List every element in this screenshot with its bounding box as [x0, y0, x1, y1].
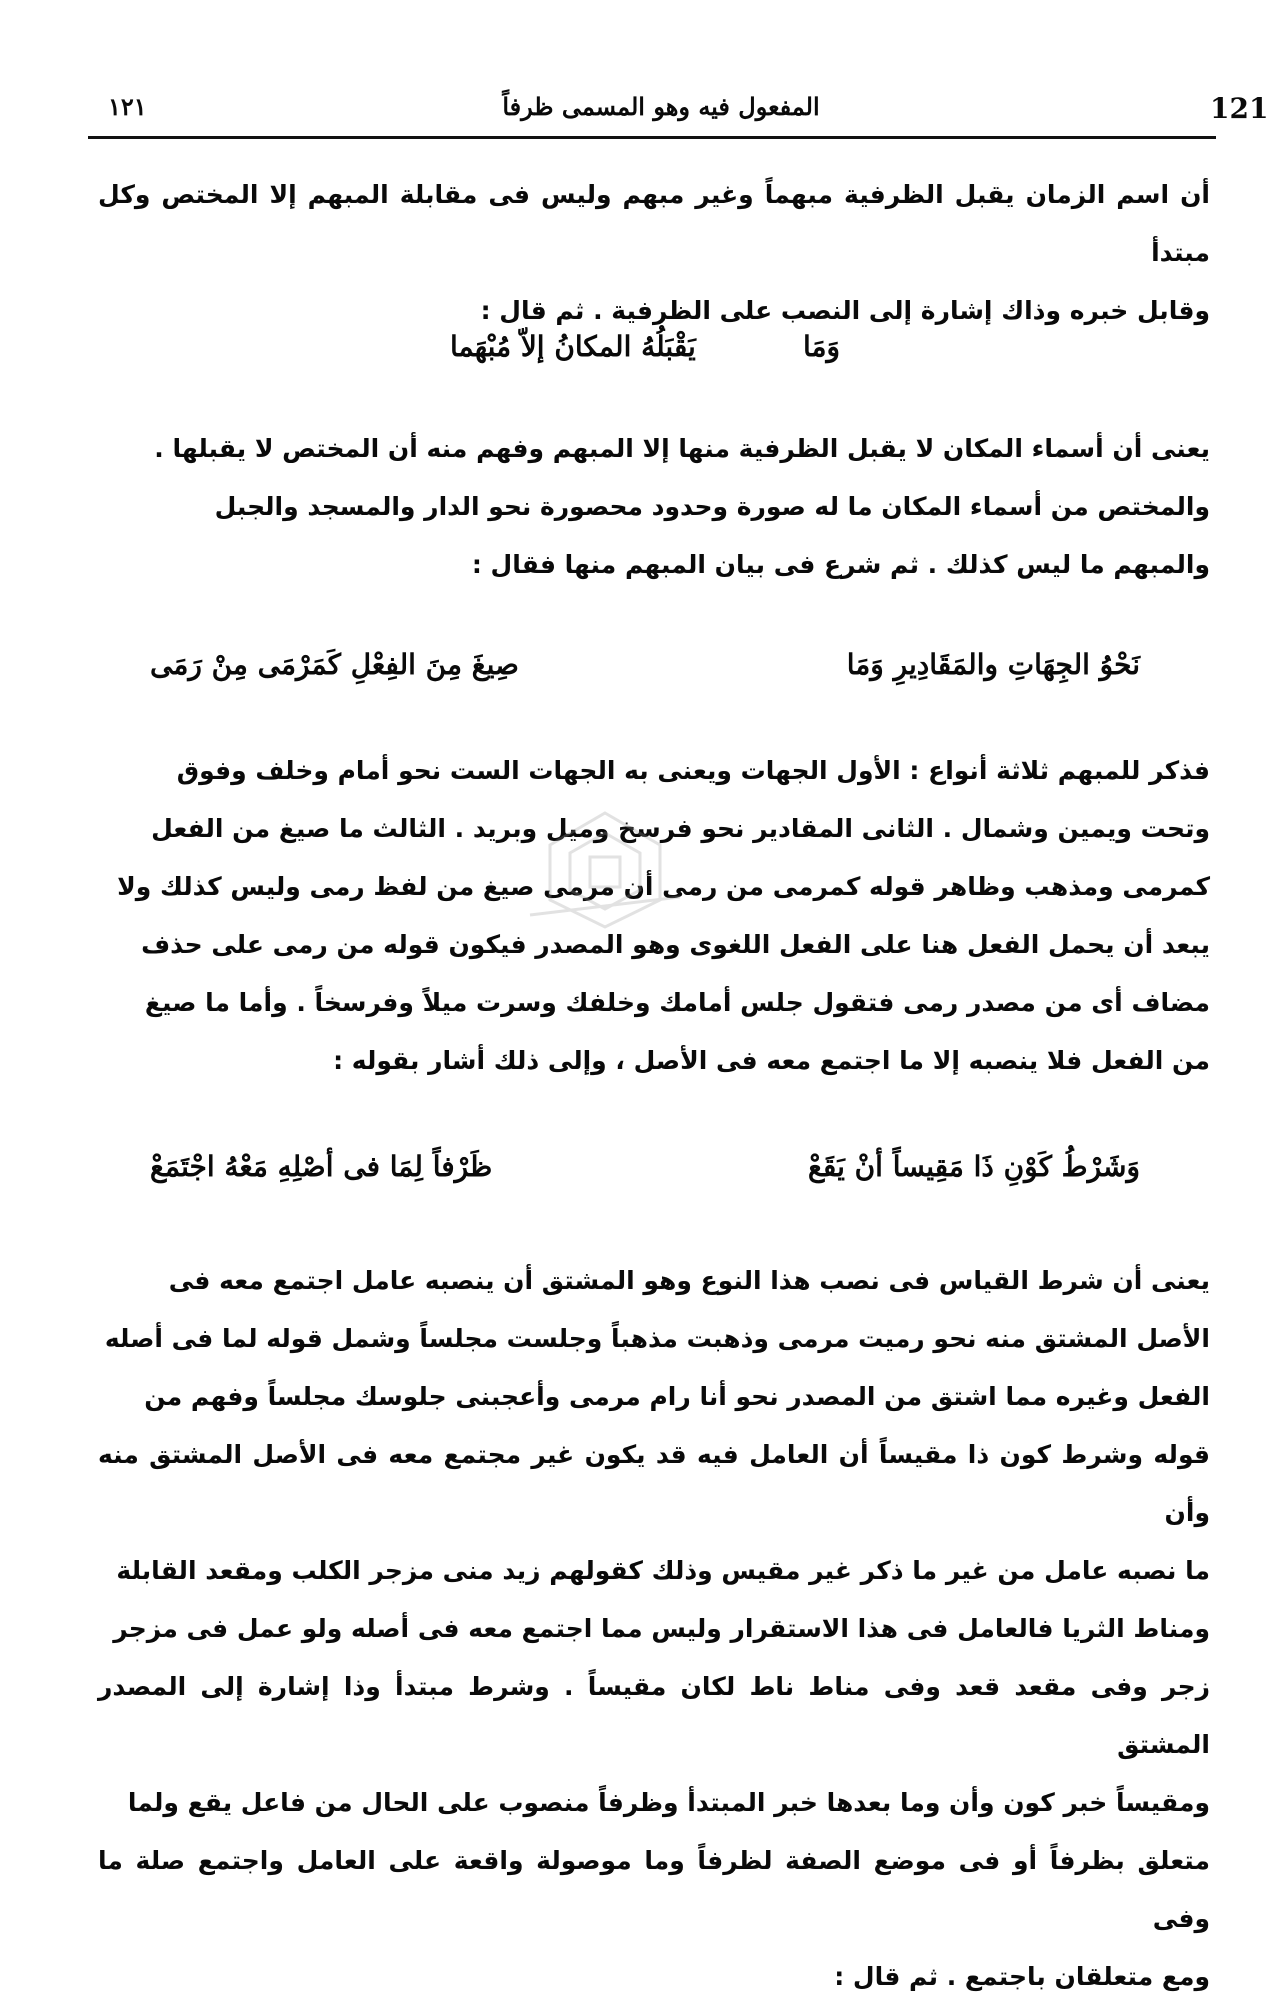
verse-second-hemistich: ظَرْفاً لِمَا فى أصْلِهِ مَعْهُ اجْتَمَعْ: [150, 1150, 493, 1183]
text-line: من الفعل فلا ينصبه إلا ما اجتمع معه فى الأصل ، وإلى ذلك أشار بقوله :: [333, 1046, 1210, 1075]
text-line: ومقيساً خبر كون وأن وما بعدها خبر المبتدأ وظرفاً منصوب على الحال من فاعل يقع ولما: [127, 1788, 1210, 1817]
text-line: الفعل وغيره مما اشتق من المصدر نحو أنا رام مرمى وأعجبنى جلوسك مجلساً وفهم من: [144, 1382, 1210, 1411]
verse-second-hemistich: صِيغَ مِنَ الفِعْلِ كَمَرْمَى مِنْ رَمَى: [150, 648, 519, 681]
verse-2: [150, 648, 1140, 708]
text-line: كمرمى ومذهب وظاهر قوله كمرمى من رمى أن مرمى صيغ من لفظ رمى وليس كذلك ولا: [117, 872, 1210, 901]
text-line: زجر وفى مقعد قعد وفى مناط ناط لكان مقيساً . وشرط مبتدأ وذا إشارة إلى المصدر المشتق: [98, 1672, 1210, 1759]
verse-first-hemistich: نَحْوُ الجِهَاتِ والمَقَادِيرِ وَمَا: [846, 648, 1140, 681]
text-line: وقابل خبره وذاك إشارة إلى النصب على الظرفية . ثم قال :: [480, 296, 1210, 325]
verse-3: [150, 1150, 1140, 1210]
verse-1: [150, 330, 1140, 390]
text-line: مضاف أى من مصدر رمى فتقول جلس أمامك وخلفك وسرت ميلاً وفرسخاً . وأما ما صيغ: [144, 988, 1210, 1017]
header-divider: [88, 136, 1216, 139]
text-line: يعنى أن شرط القياس فى نصب هذا النوع وهو المشتق أن ينصبه عامل اجتمع معه فى: [168, 1266, 1210, 1295]
text-line: الأصل المشتق منه نحو رميت مرمى وذهبت مذهباً وجلست مجلساً وشمل قوله لما فى أصله: [104, 1324, 1210, 1353]
verse-second-hemistich: يَقْبَلُهُ المكانُ إلاّ مُبْهَما: [450, 330, 696, 363]
text-line: والمبهم ما ليس كذلك . ثم شرع فى بيان المبهم منها فقال :: [471, 550, 1210, 579]
text-line: يعنى أن أسماء المكان لا يقبل الظرفية منها إلا المبهم وفهم منه أن المختص لا يقبلها .: [154, 434, 1210, 463]
text-line: متعلق بظرفاً أو فى موضع الصفة لظرفاً وما موصولة واقعة على العامل واجتمع صلة ما وفى: [98, 1846, 1210, 1933]
paragraph-1: [98, 166, 1210, 340]
text-line: قوله وشرط كون ذا مقيساً أن العامل فيه قد يكون غير مجتمع معه فى الأصل المشتق منه وأن: [98, 1440, 1210, 1527]
library-stamp-icon: [520, 805, 690, 935]
text-line: ما نصبه عامل من غير ما ذكر غير مقيس وذلك كقولهم زيد منى مزجر الكلب ومقعد القابلة: [116, 1556, 1210, 1585]
text-line: وتحت ويمين وشمال . الثانى المقادير نحو فرسخ وميل وبريد . الثالث ما صيغ من الفعل: [151, 814, 1210, 843]
text-line: والمختص من أسماء المكان ما له صورة وحدود محصورة نحو الدار والمسجد والجبل: [214, 492, 1210, 521]
text-line: يبعد أن يحمل الفعل هنا على الفعل اللغوى وهو المصدر فيكون قوله من رمى على حذف: [141, 930, 1210, 959]
running-header: [108, 92, 1268, 132]
page-number-latin: 121: [1210, 92, 1268, 125]
text-line: ومع متعلقان باجتمع . ثم قال :: [834, 1962, 1210, 1991]
paragraph-4: [98, 1252, 1210, 2006]
verse-first-hemistich: وَشَرْطُ كَوْنِ ذَا مَقِيساً أنْ يَقَعْ: [808, 1150, 1140, 1183]
chapter-title: المفعول فيه وهو المسمى ظرفاً: [502, 92, 820, 121]
page-number-arabic: ١٢١: [108, 92, 147, 121]
text-line: أن اسم الزمان يقبل الظرفية مبهماً وغير مبهم وليس فى مقابلة المبهم إلا المختص وكل مبتدأ: [98, 180, 1210, 267]
verse-first-hemistich: وَمَا: [802, 330, 840, 363]
text-line: ومناط الثريا فالعامل فى هذا الاستقرار وليس مما اجتمع معه فى أصله ولو عمل فى مزجر: [113, 1614, 1210, 1643]
text-line: فذكر للمبهم ثلاثة أنواع : الأول الجهات ويعنى به الجهات الست نحو أمام وخلف وفوق: [176, 756, 1210, 785]
paragraph-2: [98, 420, 1210, 594]
